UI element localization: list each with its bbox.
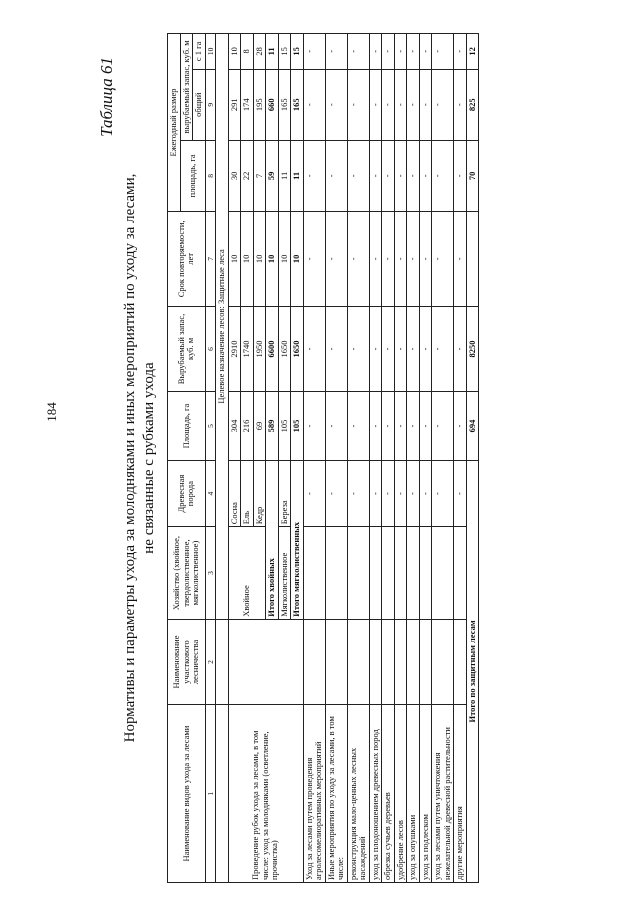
area-cell: 69 xyxy=(253,392,266,461)
period-cell: 10 xyxy=(278,211,291,306)
per-ha-cell: 15 xyxy=(278,34,291,70)
dash-cell: - xyxy=(325,69,347,140)
area-cell: 304 xyxy=(228,392,241,461)
species-cell: Ель xyxy=(241,460,254,526)
dash-cell: - xyxy=(407,34,420,70)
header-forestry: Наименование участкового лесничества xyxy=(168,619,206,704)
dash-cell: - xyxy=(454,211,467,306)
annual-area-cell: 59 xyxy=(266,140,279,211)
header-kind: Наименование видов ухода за лесами xyxy=(168,705,206,883)
dash-cell: - xyxy=(394,392,407,461)
dash-cell: - xyxy=(432,392,454,461)
dash-cell: - xyxy=(419,211,432,306)
page-number: 184 xyxy=(44,402,59,422)
per-ha-cell: 10 xyxy=(228,34,241,70)
table-row xyxy=(347,34,369,883)
dash-cell: - xyxy=(369,306,382,391)
economy-coniferous: Хвойное xyxy=(228,527,266,619)
dash-cell: - xyxy=(303,392,325,461)
volume-cell: 1650 xyxy=(291,306,304,391)
dash-cell: - xyxy=(347,392,369,461)
section-row xyxy=(216,34,229,883)
dash-cell: - xyxy=(382,306,395,391)
header-economy: Хозяйство (хвойное, твердолиственное, мягколиственное) xyxy=(168,527,206,619)
dash-cell: - xyxy=(382,392,395,461)
per-ha-cell: 11 xyxy=(266,34,279,70)
area-cell: 105 xyxy=(291,392,304,461)
section-title: Целевое назначение лесов: Защитные леса xyxy=(216,34,229,620)
dash-cell: - xyxy=(325,211,347,306)
dash-cell: - xyxy=(303,211,325,306)
species-cell: Береза xyxy=(278,460,291,526)
measure-label: реконструкция мало-ценных лесных насаждений xyxy=(347,705,369,883)
dash-cell: - xyxy=(382,460,395,526)
measure-label: уход за подлеском xyxy=(419,705,432,883)
dash-cell: - xyxy=(382,34,395,70)
annual-area-cell: 30 xyxy=(228,140,241,211)
dash-cell: - xyxy=(419,69,432,140)
dash-cell: - xyxy=(432,211,454,306)
dash-cell: - xyxy=(407,392,420,461)
annual-volume-cell: 165 xyxy=(278,69,291,140)
dash-cell: - xyxy=(454,140,467,211)
annual-volume-cell: 174 xyxy=(241,69,254,140)
col-index: 8 xyxy=(205,140,216,211)
annual-area-cell: 70 xyxy=(466,140,479,211)
other-measures-body xyxy=(303,34,466,883)
per-ha-cell: 28 xyxy=(253,34,266,70)
rotated-page-content xyxy=(97,33,577,883)
dash-cell: - xyxy=(394,460,407,526)
dash-cell: - xyxy=(303,140,325,211)
annual-volume-cell: 825 xyxy=(466,69,479,140)
dash-cell: - xyxy=(347,460,369,526)
col-index: 5 xyxy=(205,392,216,461)
dash-cell: - xyxy=(303,306,325,391)
grand-total-row xyxy=(466,34,479,883)
dash-cell: - xyxy=(394,69,407,140)
table-row xyxy=(303,34,325,883)
dash-cell: - xyxy=(407,460,420,526)
volume-cell: 2910 xyxy=(228,306,241,391)
column-index-row xyxy=(205,34,216,883)
dash-cell: - xyxy=(432,460,454,526)
annual-area-cell: 11 xyxy=(291,140,304,211)
annual-volume-cell: 165 xyxy=(291,69,304,140)
volume-cell: 1740 xyxy=(241,306,254,391)
dash-cell: - xyxy=(419,306,432,391)
col-index: 10 xyxy=(205,34,216,70)
table-row xyxy=(432,34,454,883)
col-index: 9 xyxy=(205,69,216,140)
period-cell: 10 xyxy=(291,211,304,306)
dash-cell: - xyxy=(407,69,420,140)
dash-cell: - xyxy=(347,34,369,70)
table-row xyxy=(382,34,395,883)
dash-cell: - xyxy=(407,140,420,211)
dash-cell: - xyxy=(325,392,347,461)
dash-cell: - xyxy=(432,140,454,211)
dash-cell: - xyxy=(419,460,432,526)
header-area: Площадь, га xyxy=(168,392,206,461)
dash-cell: - xyxy=(419,140,432,211)
annual-area-cell: 11 xyxy=(278,140,291,211)
species-cell: Сосна xyxy=(228,460,241,526)
volume-cell: 8250 xyxy=(466,306,479,391)
title-line: не связанные с рубками ухода xyxy=(141,362,157,554)
table-row xyxy=(369,34,382,883)
dash-cell: - xyxy=(407,306,420,391)
subtotal-label: Итого хвойных xyxy=(266,460,279,619)
measure-label: другие мероприятия xyxy=(454,705,467,883)
dash-cell: - xyxy=(369,211,382,306)
measure-label: уход за лесами путем уничтожения нежелательной древесной растительности xyxy=(432,705,454,883)
header-per-ha: с 1 га xyxy=(193,34,206,70)
dash-cell: - xyxy=(394,140,407,211)
subtotal-label: Итого мягколиственных xyxy=(291,460,304,619)
document-title xyxy=(121,33,159,883)
header-annual-volume: вырубаемый запас, куб. м xyxy=(180,34,193,141)
dash-cell: - xyxy=(419,34,432,70)
economy-softwood: Мягколиственное xyxy=(278,527,291,619)
dash-cell: - xyxy=(454,392,467,461)
dash-cell: - xyxy=(325,34,347,70)
measure-label: удобрение лесов xyxy=(394,705,407,883)
table-row xyxy=(325,34,347,883)
dash-cell: - xyxy=(325,460,347,526)
norms-table xyxy=(167,33,479,883)
col-index: 1 xyxy=(205,705,216,883)
col-index: 3 xyxy=(205,527,216,619)
per-ha-cell: 15 xyxy=(291,34,304,70)
annual-area-cell: 7 xyxy=(253,140,266,211)
annual-area-cell: 22 xyxy=(241,140,254,211)
annual-volume-cell: 660 xyxy=(266,69,279,140)
dash-cell: - xyxy=(369,140,382,211)
measure-label: Уход за лесами путем проведения агролесомелиоративных мероприятий xyxy=(303,705,325,883)
dash-cell: - xyxy=(325,306,347,391)
header-period: Срок повторяемости, лет xyxy=(168,211,206,306)
volume-cell: 6600 xyxy=(266,306,279,391)
table-row xyxy=(407,34,420,883)
dash-cell: - xyxy=(432,306,454,391)
area-cell: 105 xyxy=(278,392,291,461)
header-species: Древесная порода xyxy=(168,460,206,526)
col-index: 2 xyxy=(205,619,216,704)
col-index: 7 xyxy=(205,211,216,306)
period-cell: 10 xyxy=(228,211,241,306)
table-row xyxy=(419,34,432,883)
dash-cell: - xyxy=(347,306,369,391)
dash-cell: - xyxy=(454,69,467,140)
dash-cell: - xyxy=(347,211,369,306)
area-cell: 216 xyxy=(241,392,254,461)
col-index: 6 xyxy=(205,306,216,391)
dash-cell: - xyxy=(454,306,467,391)
volume-cell: 1650 xyxy=(278,306,291,391)
period-cell: 10 xyxy=(253,211,266,306)
dash-cell: - xyxy=(394,34,407,70)
area-cell: 694 xyxy=(466,392,479,461)
col-index: 4 xyxy=(205,460,216,526)
period-cell: 10 xyxy=(266,211,279,306)
table-caption: Таблица 61 xyxy=(97,57,116,137)
dash-cell: - xyxy=(303,34,325,70)
header-total: общий xyxy=(193,69,206,140)
annual-volume-cell: 291 xyxy=(228,69,241,140)
period-cell: 10 xyxy=(241,211,254,306)
dash-cell: - xyxy=(369,69,382,140)
dash-cell: - xyxy=(432,69,454,140)
dash-cell: - xyxy=(325,140,347,211)
measure-label: уход за опушками xyxy=(407,705,420,883)
dash-cell: - xyxy=(382,69,395,140)
volume-cell: 1950 xyxy=(253,306,266,391)
table-row xyxy=(394,34,407,883)
grand-total-label: Итого по защитным лесам xyxy=(466,460,479,882)
title-line: Нормативы и параметры ухода за молодняками и иных мероприятий по уходу за лесами, xyxy=(122,173,138,743)
per-ha-cell: 8 xyxy=(241,34,254,70)
dash-cell: - xyxy=(454,460,467,526)
dash-cell: - xyxy=(432,34,454,70)
dash-cell: - xyxy=(369,392,382,461)
dash-cell: - xyxy=(382,211,395,306)
header-annual: Ежегодный размер xyxy=(168,34,181,212)
dash-cell: - xyxy=(394,211,407,306)
header-volume: Вырубаемый запас, куб. м xyxy=(168,306,206,391)
per-ha-cell: 12 xyxy=(466,34,479,70)
dash-cell: - xyxy=(407,211,420,306)
measure-label: Иные мероприятия по уходу за лесами, в том числе: xyxy=(325,705,347,883)
species-cell: Кедр xyxy=(253,460,266,526)
dash-cell: - xyxy=(419,392,432,461)
table-row xyxy=(228,34,241,883)
dash-cell: - xyxy=(347,69,369,140)
dash-cell: - xyxy=(303,69,325,140)
dash-cell: - xyxy=(369,460,382,526)
dash-cell: - xyxy=(369,34,382,70)
dash-cell: - xyxy=(382,140,395,211)
measure-label: уход за плодоношением древесных пород xyxy=(369,705,382,883)
area-cell: 589 xyxy=(266,392,279,461)
kind-thinning: Проведение рубок ухода за лесами, в том числе: уход за молодняками (осветление, прочистка) xyxy=(228,705,303,883)
header-annual-area: площадь, га xyxy=(180,140,205,211)
table-row xyxy=(454,34,467,883)
measure-label: обрезка сучьев деревьев xyxy=(382,705,395,883)
dash-cell: - xyxy=(347,140,369,211)
dash-cell: - xyxy=(394,306,407,391)
dash-cell: - xyxy=(303,460,325,526)
dash-cell: - xyxy=(454,34,467,70)
annual-volume-cell: 195 xyxy=(253,69,266,140)
